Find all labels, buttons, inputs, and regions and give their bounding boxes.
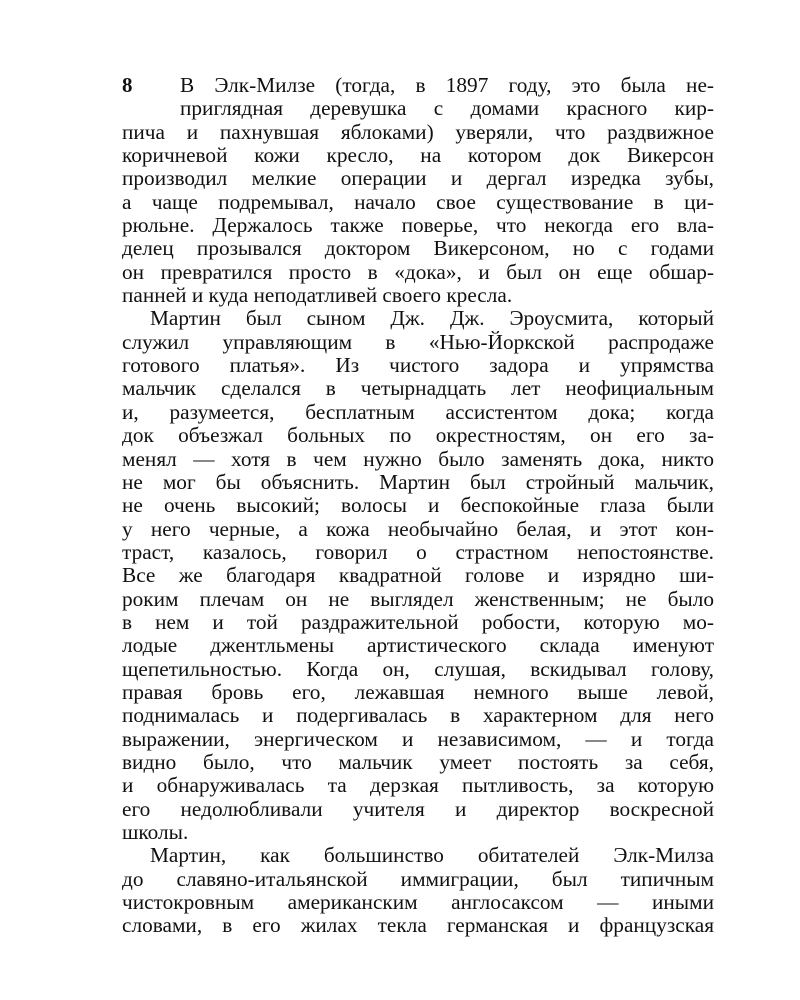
text-line: и, разумеется, бесплатным ассистентом дока; когда (122, 400, 714, 424)
text-line: выражении, энергическом и независимом, — и тогда (122, 727, 714, 751)
text-line: В Элк-Милзе (тогда, в 1897 году, это была не- (180, 74, 714, 97)
page-number: 8 (122, 73, 133, 97)
text-line: служил управляющим в «Нью-Йоркской распродаже (122, 330, 714, 354)
paragraph-1 (122, 74, 714, 307)
text-line: готового платья». Из чистого задора и упрямства (122, 354, 714, 378)
text-line: рюльне. Держалось также поверье, что некогда его вла- (122, 214, 714, 238)
text-line: траст, казалось, говорил о страстном непостоянстве. (122, 540, 714, 564)
text-line: поднималась и подергивалась в характерном для него (122, 704, 714, 728)
text-line: в нем и той раздражительной робости, которую мо- (122, 610, 714, 634)
text-line: док объезжал больных по окрестностям, он его за- (122, 424, 714, 448)
text-line: пича и пахнувшая яблоками) уверяли, что раздвижное (122, 120, 714, 144)
text-line: словами, в его жилах текла германская и французская (122, 914, 714, 938)
paragraph-3 (122, 844, 714, 937)
text-line: производил мелкие операции и дергал изредка зубы, (122, 167, 714, 191)
text-line: до славяно-итальянской иммиграции, был типичным (122, 867, 714, 891)
text-line: у него черные, а кожа необычайно белая, и этот кон- (122, 517, 714, 541)
text-line: не мог бы объяснить. Мартин был стройный мальчик, (122, 470, 714, 494)
text-line: школы. (122, 821, 189, 844)
paragraph-2 (122, 307, 714, 844)
text-line: лодые джентльмены артистического склада именуют (122, 634, 714, 658)
text-line: роким плечам он не выглядел женственным; не было (122, 587, 714, 611)
text-line: а чаще подремывал, начало свое существование в ци- (122, 190, 714, 214)
text-line: и обнаруживалась та дерзкая пытливость, за которую (122, 774, 714, 798)
text-line: Мартин, как большинство обитателей Элк-Милза (150, 844, 714, 868)
text-line: он превратился просто в «дока», и был он еще обшар- (122, 260, 714, 284)
text-line: щепетильностью. Когда он, слушая, вскидывал голову, (122, 657, 714, 681)
text-line: видно было, что мальчик умеет постоять за себя, (122, 750, 714, 774)
text-line: его недолюбливали учителя и директор воскресной (122, 797, 714, 821)
book-page (122, 74, 714, 938)
text-line: Мартин был сыном Дж. Дж. Эроусмита, который (150, 307, 714, 331)
text-line: не очень высокий; волосы и беспокойные глаза были (122, 494, 714, 518)
text-line: панней и куда неподатливей своего кресла. (122, 284, 513, 308)
text-line: менял — хотя в чем нужно было заменять дока, никто (122, 447, 714, 471)
text-line: мальчик сделался в четырнадцать лет неофициальным (122, 377, 714, 401)
text-line: чистокровным американским англосаксом — иными (122, 891, 714, 915)
text-line: коричневой кожи кресло, на котором док Викерсон (122, 144, 714, 168)
text-line: приглядная деревушка с домами красного кир- (180, 97, 714, 121)
text-line: Все же благодаря квадратной голове и изрядно ши- (122, 564, 714, 588)
text-line: делец прозывался доктором Викерсоном, но с годами (122, 237, 714, 261)
text-line: правая бровь его, лежавшая немного выше левой, (122, 680, 714, 704)
